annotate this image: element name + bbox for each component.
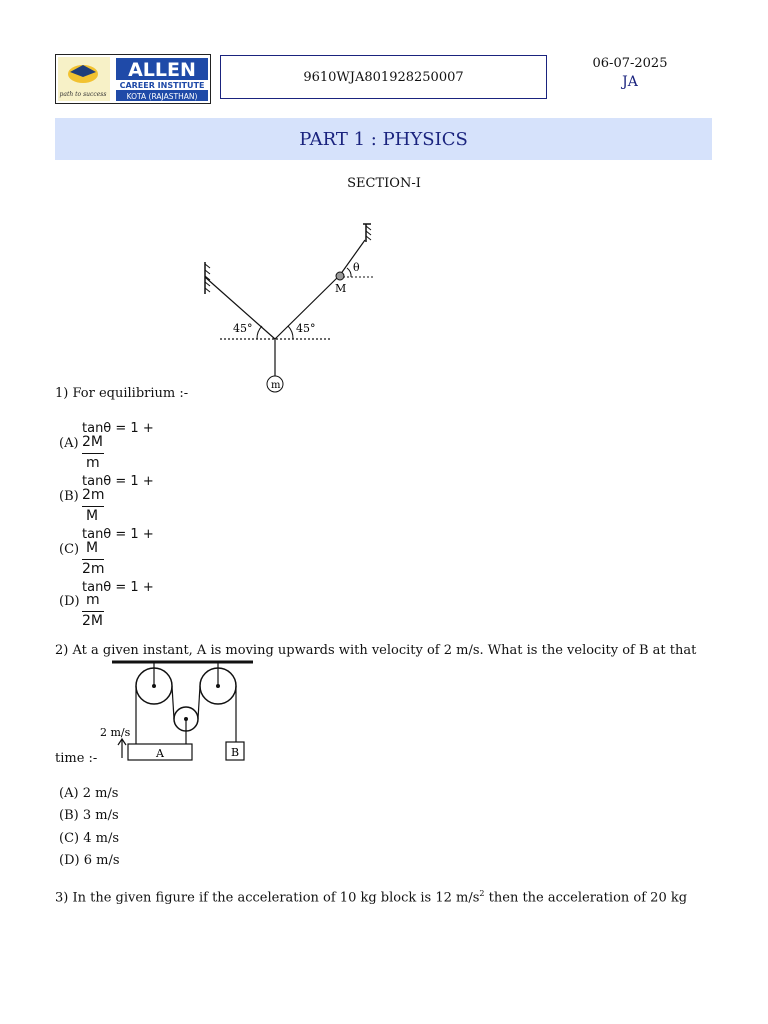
option-label: (A) <box>59 436 79 451</box>
question-3-superscript: 2 <box>479 889 485 898</box>
question-1-text: 1) For equilibrium :- <box>55 386 189 401</box>
paper-code: 9610WJA801928250007 <box>303 69 464 85</box>
fraction-denominator: 2M <box>82 613 103 629</box>
q1-figure <box>195 222 385 397</box>
question-2-text: 2) At a given instant, A is moving upwards with velocity of 2 m/s. What is the velocity of B at that <box>55 643 697 658</box>
fraction-numerator: M <box>86 540 99 556</box>
language-code: JA <box>622 74 638 90</box>
q2-option-b <box>59 808 119 823</box>
option-label: (C) <box>59 542 80 557</box>
fraction-numerator: m <box>86 592 100 608</box>
part-title-bar <box>55 118 712 160</box>
fraction-numerator: 2M <box>82 434 103 450</box>
fraction-denominator: M <box>86 508 99 524</box>
fraction-denominator: 2m <box>82 561 105 577</box>
option-label: (B) <box>59 808 79 823</box>
logo-brand: ALLEN <box>128 59 196 81</box>
q2-option-c <box>59 831 119 846</box>
mass-m-label: m <box>271 380 281 391</box>
option-label: (B) <box>59 489 79 504</box>
block-A-label: A <box>156 747 164 760</box>
allen-logo <box>55 54 211 104</box>
option-label: (A) <box>59 786 79 801</box>
option-prefix: tanθ = 1 + <box>82 474 154 489</box>
option-prefix: tanθ = 1 + <box>82 580 154 595</box>
logo-location: KOTA (RAJASTHAN) <box>126 92 198 101</box>
option-text: 3 m/s <box>82 808 119 823</box>
mass-M-label: M <box>335 282 347 295</box>
angle-left-label: 45° <box>233 322 253 335</box>
section-title: SECTION-I <box>347 176 421 191</box>
q2-option-d <box>59 853 120 868</box>
exam-date: 06-07-2025 <box>592 56 668 71</box>
paper-code-box <box>220 55 547 99</box>
option-prefix: tanθ = 1 + <box>82 421 154 436</box>
logo-graphic <box>56 55 210 103</box>
logo-subtitle: CAREER INSTITUTE <box>119 81 205 90</box>
fraction-bar <box>82 559 104 560</box>
question-3-text <box>55 889 687 905</box>
fraction-numerator: 2m <box>82 487 105 503</box>
question-2-continuation: time :- <box>55 751 98 766</box>
option-label: (D) <box>59 853 80 868</box>
question-3-text-after: then the acceleration of 20 kg <box>484 890 688 906</box>
fraction-bar <box>82 611 104 612</box>
angle-right-label: 45° <box>296 322 316 335</box>
q2-option-a <box>59 786 118 801</box>
question-3-text-before: 3) In the given figure if the acceleration of 10 kg block is 12 m/s <box>55 890 480 906</box>
option-text: 4 m/s <box>83 831 120 846</box>
q2-pulley-figure <box>98 660 258 766</box>
mass-M <box>336 272 344 280</box>
option-text: 2 m/s <box>82 786 119 801</box>
option-text: 6 m/s <box>83 853 120 868</box>
logo-tagline: path to success <box>59 91 107 98</box>
fraction-bar <box>82 506 104 507</box>
option-label: (D) <box>59 594 80 609</box>
option-label: (C) <box>59 831 80 846</box>
fraction-bar <box>82 453 104 454</box>
fraction-denominator: m <box>86 455 100 471</box>
block-B-label: B <box>230 746 240 759</box>
part-title: PART 1 : PHYSICS <box>299 128 468 150</box>
theta-label: θ <box>353 261 360 274</box>
option-prefix: tanθ = 1 + <box>82 527 154 542</box>
velocity-label: 2 m/s <box>100 726 131 739</box>
